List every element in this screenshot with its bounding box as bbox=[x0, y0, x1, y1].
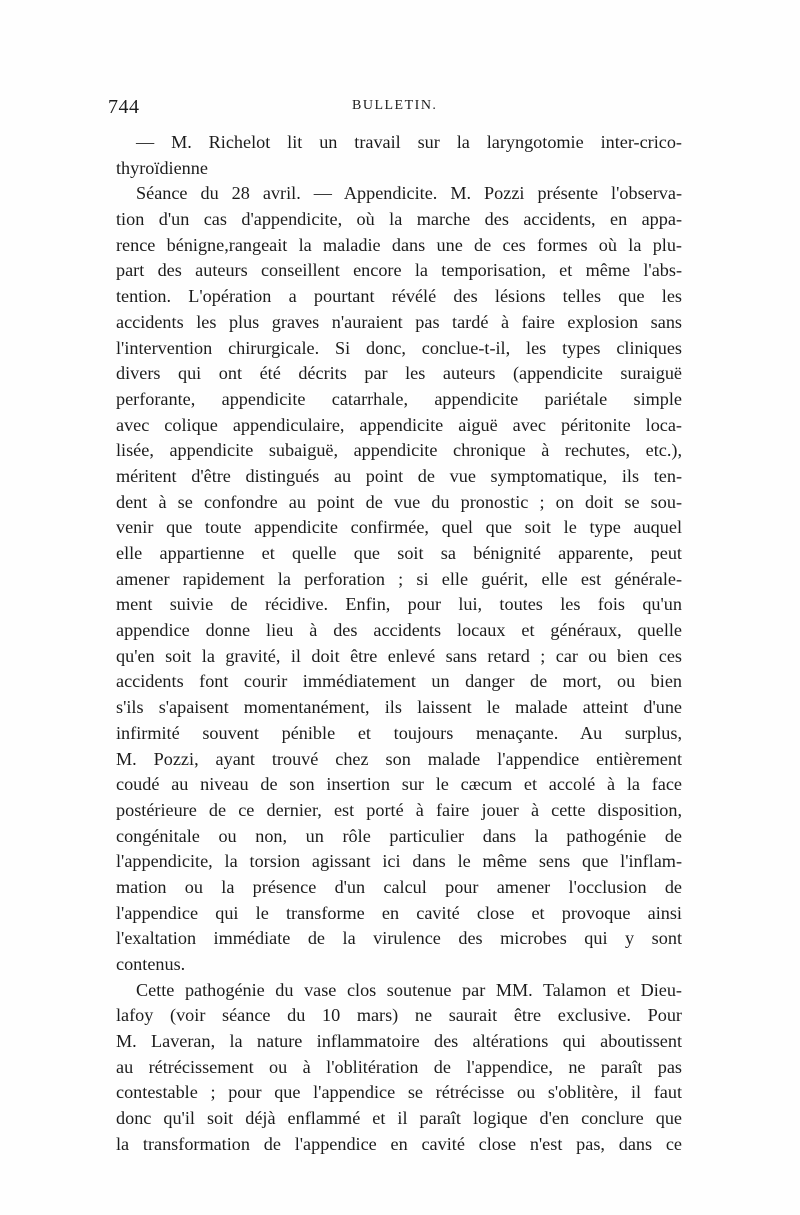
text-line: l'exaltation immédiate de la virulence des microbes qui y sont bbox=[116, 928, 682, 949]
text-line: divers qui ont été décrits par les auteurs (appendicite suraiguë bbox=[116, 363, 682, 384]
text-line: rence bénigne,rangeait la maladie dans une de ces formes où la plu- bbox=[116, 234, 682, 255]
text-line: Cette pathogénie du vase clos soutenue par MM. Talamon et Dieu- bbox=[136, 979, 682, 1000]
text-line: part des auteurs conseillent encore la temporisation, et même l'abs- bbox=[116, 260, 682, 281]
text-line: contestable ; pour que l'appendice se rétrécisse ou s'oblitère, il faut bbox=[116, 1082, 682, 1103]
text-line: s'ils s'apaisent momentanément, ils laissent le malade atteint d'une bbox=[116, 697, 682, 718]
text-line: l'intervention chirurgicale. Si donc, conclue-t-il, les types cliniques bbox=[116, 337, 682, 358]
text-line: la transformation de l'appendice en cavité close n'est pas, dans ce bbox=[116, 1133, 682, 1154]
text-line: M. Pozzi, ayant trouvé chez son malade l'appendice entièrement bbox=[116, 748, 682, 769]
text-line: venir que toute appendicite confirmée, quel que soit le type auquel bbox=[116, 517, 682, 538]
text-line: M. Laveran, la nature inflammatoire des altérations qui aboutissent bbox=[116, 1031, 682, 1052]
text-line: accidents font courir immédiatement un danger de mort, ou bien bbox=[116, 671, 682, 692]
page-number: 744 bbox=[108, 96, 140, 118]
text-line: méritent d'être distingués au point de vue symptomatique, ils ten- bbox=[116, 465, 682, 486]
text-line: l'appendicite, la torsion agissant ici dans le même sens que l'inflam- bbox=[116, 851, 682, 872]
running-header bbox=[108, 96, 688, 124]
text-line: congénitale ou non, un rôle particulier dans la pathogénie de bbox=[116, 825, 682, 846]
text-line: Séance du 28 avril. — Appendicite. M. Pozzi présente l'observa- bbox=[136, 183, 682, 204]
text-line: thyroïdienne bbox=[116, 157, 208, 178]
text-line: qu'en soit la gravité, il doit être enlevé sans retard ; car ou bien ces bbox=[116, 645, 682, 666]
text-line: appendice donne lieu à des accidents locaux et généraux, quelle bbox=[116, 620, 682, 641]
text-line: l'appendice qui le transforme en cavité close et provoque ainsi bbox=[116, 902, 682, 923]
text-line: amener rapidement la perforation ; si elle guérit, elle est générale- bbox=[116, 568, 682, 589]
text-line: coudé au niveau de son insertion sur le cæcum et accolé à la face bbox=[116, 774, 682, 795]
text-line: au rétrécissement ou à l'oblitération de l'appendice, ne paraît pas bbox=[116, 1056, 682, 1077]
text-line: avec colique appendiculaire, appendicite aiguë avec péritonite loca- bbox=[116, 414, 682, 435]
text-line: — M. Richelot lit un travail sur la laryngotomie inter-crico- bbox=[136, 132, 682, 152]
text-line: tention. L'opération a pourtant révélé des lésions telles que les bbox=[116, 286, 682, 307]
text-line: donc qu'il soit déjà enflammé et il paraît logique d'en conclure que bbox=[116, 1108, 682, 1129]
running-title: BULLETIN. bbox=[352, 98, 438, 113]
text-line: infirmité souvent pénible et toujours menaçante. Au surplus, bbox=[116, 722, 682, 743]
text-line: contenus. bbox=[116, 954, 186, 974]
text-line: perforante, appendicite catarrhale, appendicite pariétale simple bbox=[116, 388, 682, 409]
text-line: accidents les plus graves n'auraient pas tardé à faire explosion sans bbox=[116, 311, 682, 332]
text-line: mation ou la présence d'un calcul pour amener l'occlusion de bbox=[116, 876, 682, 897]
text-line: lafoy (voir séance du 10 mars) ne saurait être exclusive. Pour bbox=[116, 1005, 682, 1026]
text-line: tion d'un cas d'appendicite, où la marche des accidents, en appa- bbox=[116, 209, 682, 230]
text-line: elle appartienne et quelle que soit sa bénignité apparente, peut bbox=[116, 543, 682, 563]
text-line: postérieure de ce dernier, est porté à faire jouer à cette disposition, bbox=[116, 799, 682, 820]
text-line: lisée, appendicite subaiguë, appendicite chronique à rechutes, etc.), bbox=[116, 440, 682, 461]
body-text bbox=[116, 130, 682, 1158]
text-line: ment suivie de récidive. Enfin, pour lui, toutes les fois qu'un bbox=[116, 594, 682, 615]
text-line: dent à se confondre au point de vue du pronostic ; on doit se sou- bbox=[116, 491, 682, 512]
